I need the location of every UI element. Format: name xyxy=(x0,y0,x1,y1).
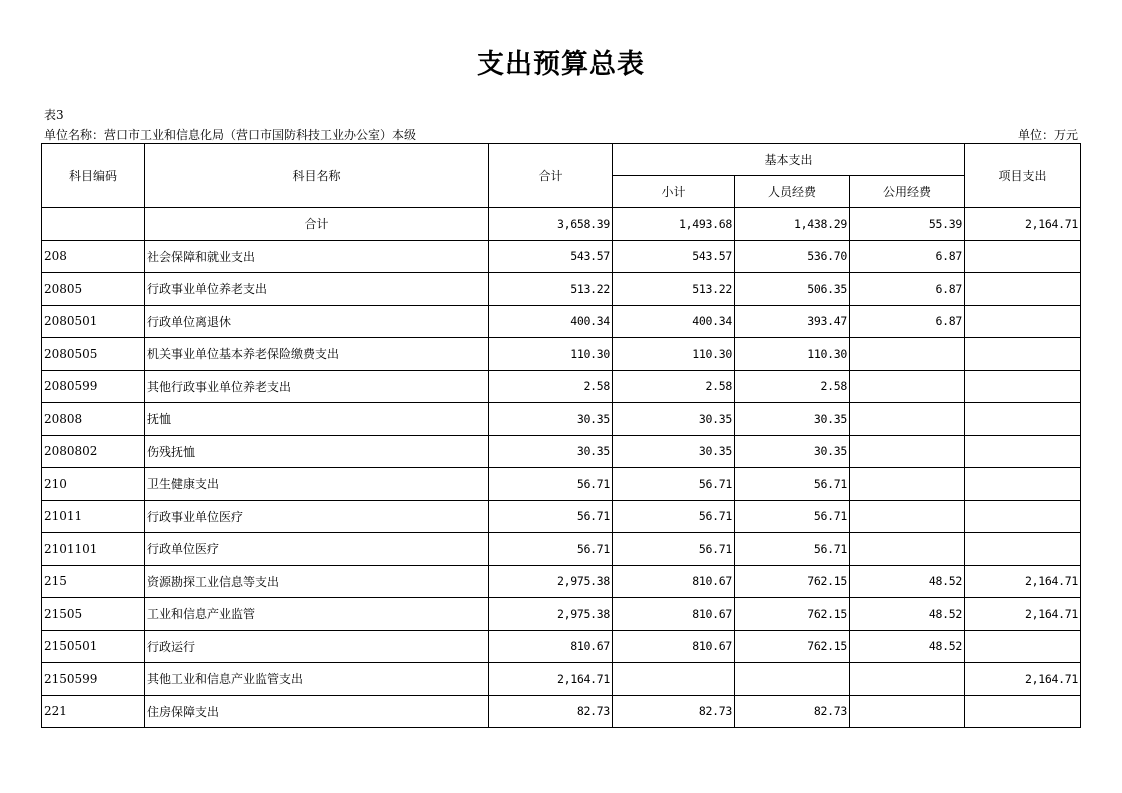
cell-code: 215 xyxy=(42,565,145,598)
cell-total: 110.30 xyxy=(489,338,613,371)
table-header xyxy=(42,144,1081,208)
cell-personnel: 30.35 xyxy=(735,403,850,436)
header-personnel: 人员经费 xyxy=(735,176,850,208)
header-code: 科目编码 xyxy=(42,144,145,208)
cell-project: 2,164.71 xyxy=(965,208,1081,241)
cell-project xyxy=(965,468,1081,501)
cell-project xyxy=(965,305,1081,338)
cell-name: 社会保障和就业支出 xyxy=(145,240,489,273)
cell-project xyxy=(965,403,1081,436)
header-project: 项目支出 xyxy=(965,144,1081,208)
cell-subtotal: 513.22 xyxy=(613,273,735,306)
budget-table xyxy=(41,143,1081,728)
cell-name: 住房保障支出 xyxy=(145,695,489,728)
cell-subtotal xyxy=(613,663,735,696)
cell-personnel xyxy=(735,663,850,696)
cell-name: 行政事业单位养老支出 xyxy=(145,273,489,306)
cell-code: 20808 xyxy=(42,403,145,436)
cell-total: 2,975.38 xyxy=(489,565,613,598)
cell-public: 48.52 xyxy=(850,598,965,631)
cell-project xyxy=(965,500,1081,533)
cell-name: 行政单位医疗 xyxy=(145,533,489,566)
cell-project xyxy=(965,533,1081,566)
unit-name: 单位名称：营口市工业和信息化局（营口市国防科技工业办公室）本级 xyxy=(44,128,417,142)
cell-name: 机关事业单位基本养老保险缴费支出 xyxy=(145,338,489,371)
header-public: 公用经费 xyxy=(850,176,965,208)
cell-public: 6.87 xyxy=(850,240,965,273)
table-row xyxy=(42,305,1081,338)
cell-public xyxy=(850,403,965,436)
cell-name: 行政事业单位医疗 xyxy=(145,500,489,533)
cell-total: 82.73 xyxy=(489,695,613,728)
table-row xyxy=(42,370,1081,403)
header-basic: 基本支出 xyxy=(613,144,965,176)
cell-project: 2,164.71 xyxy=(965,565,1081,598)
cell-personnel: 56.71 xyxy=(735,468,850,501)
cell-code: 2101101 xyxy=(42,533,145,566)
cell-code: 2150599 xyxy=(42,663,145,696)
cell-code: 221 xyxy=(42,695,145,728)
cell-project: 2,164.71 xyxy=(965,598,1081,631)
cell-subtotal: 400.34 xyxy=(613,305,735,338)
cell-public xyxy=(850,500,965,533)
table-row xyxy=(42,403,1081,436)
cell-code: 2150501 xyxy=(42,630,145,663)
cell-name: 资源勘探工业信息等支出 xyxy=(145,565,489,598)
cell-personnel: 762.15 xyxy=(735,630,850,663)
table-row xyxy=(42,630,1081,663)
cell-public xyxy=(850,370,965,403)
cell-public xyxy=(850,338,965,371)
cell-name: 工业和信息产业监管 xyxy=(145,598,489,631)
cell-subtotal: 110.30 xyxy=(613,338,735,371)
cell-total: 543.57 xyxy=(489,240,613,273)
table-row xyxy=(42,240,1081,273)
cell-public xyxy=(850,435,965,468)
table-row xyxy=(42,565,1081,598)
table-row xyxy=(42,663,1081,696)
cell-public xyxy=(850,533,965,566)
cell-personnel: 762.15 xyxy=(735,598,850,631)
table-row xyxy=(42,273,1081,306)
cell-subtotal: 543.57 xyxy=(613,240,735,273)
cell-subtotal: 30.35 xyxy=(613,435,735,468)
cell-code: 21011 xyxy=(42,500,145,533)
cell-personnel: 762.15 xyxy=(735,565,850,598)
cell-code: 2080802 xyxy=(42,435,145,468)
cell-total: 810.67 xyxy=(489,630,613,663)
cell-subtotal: 2.58 xyxy=(613,370,735,403)
cell-subtotal: 30.35 xyxy=(613,403,735,436)
cell-code: 2080501 xyxy=(42,305,145,338)
cell-total: 2,164.71 xyxy=(489,663,613,696)
cell-name: 其他工业和信息产业监管支出 xyxy=(145,663,489,696)
cell-total: 56.71 xyxy=(489,468,613,501)
table-row xyxy=(42,435,1081,468)
cell-code: 208 xyxy=(42,240,145,273)
cell-total: 30.35 xyxy=(489,403,613,436)
cell-personnel: 110.30 xyxy=(735,338,850,371)
table-row xyxy=(42,468,1081,501)
table-body xyxy=(42,208,1081,728)
cell-project xyxy=(965,273,1081,306)
cell-public xyxy=(850,468,965,501)
summary-row xyxy=(42,208,1081,241)
cell-public xyxy=(850,695,965,728)
cell-code xyxy=(42,208,145,241)
page-title: 支出预算总表 xyxy=(477,49,645,80)
cell-name: 行政运行 xyxy=(145,630,489,663)
header-subtotal: 小计 xyxy=(613,176,735,208)
cell-personnel: 82.73 xyxy=(735,695,850,728)
cell-total: 513.22 xyxy=(489,273,613,306)
table-row xyxy=(42,338,1081,371)
cell-project xyxy=(965,240,1081,273)
cell-total: 56.71 xyxy=(489,533,613,566)
cell-project xyxy=(965,338,1081,371)
cell-project xyxy=(965,435,1081,468)
cell-personnel: 2.58 xyxy=(735,370,850,403)
cell-personnel: 506.35 xyxy=(735,273,850,306)
cell-code: 2080599 xyxy=(42,370,145,403)
cell-name: 合计 xyxy=(145,208,489,241)
cell-total: 3,658.39 xyxy=(489,208,613,241)
cell-total: 30.35 xyxy=(489,435,613,468)
cell-public: 6.87 xyxy=(850,273,965,306)
table-row xyxy=(42,695,1081,728)
cell-code: 2080505 xyxy=(42,338,145,371)
cell-project: 2,164.71 xyxy=(965,663,1081,696)
cell-personnel: 536.70 xyxy=(735,240,850,273)
cell-subtotal: 82.73 xyxy=(613,695,735,728)
cell-code: 21505 xyxy=(42,598,145,631)
cell-subtotal: 810.67 xyxy=(613,630,735,663)
table-row xyxy=(42,500,1081,533)
cell-project xyxy=(965,695,1081,728)
cell-project xyxy=(965,630,1081,663)
header-name: 科目名称 xyxy=(145,144,489,208)
cell-name: 行政单位离退休 xyxy=(145,305,489,338)
cell-code: 210 xyxy=(42,468,145,501)
table-number: 表3 xyxy=(44,108,64,122)
cell-name: 伤残抚恤 xyxy=(145,435,489,468)
cell-subtotal: 810.67 xyxy=(613,565,735,598)
cell-personnel: 393.47 xyxy=(735,305,850,338)
cell-total: 2.58 xyxy=(489,370,613,403)
cell-name: 卫生健康支出 xyxy=(145,468,489,501)
cell-public xyxy=(850,663,965,696)
table-row xyxy=(42,533,1081,566)
cell-public: 6.87 xyxy=(850,305,965,338)
cell-subtotal: 56.71 xyxy=(613,500,735,533)
currency-unit: 单位：万元 xyxy=(1017,128,1078,142)
cell-subtotal: 56.71 xyxy=(613,533,735,566)
cell-code: 20805 xyxy=(42,273,145,306)
cell-total: 2,975.38 xyxy=(489,598,613,631)
cell-subtotal: 810.67 xyxy=(613,598,735,631)
cell-subtotal: 56.71 xyxy=(613,468,735,501)
cell-personnel: 56.71 xyxy=(735,500,850,533)
cell-total: 400.34 xyxy=(489,305,613,338)
cell-personnel: 1,438.29 xyxy=(735,208,850,241)
cell-name: 其他行政事业单位养老支出 xyxy=(145,370,489,403)
cell-name: 抚恤 xyxy=(145,403,489,436)
table-row xyxy=(42,598,1081,631)
cell-project xyxy=(965,370,1081,403)
header-total: 合计 xyxy=(489,144,613,208)
cell-public: 48.52 xyxy=(850,630,965,663)
cell-subtotal: 1,493.68 xyxy=(613,208,735,241)
cell-personnel: 30.35 xyxy=(735,435,850,468)
cell-personnel: 56.71 xyxy=(735,533,850,566)
cell-public: 55.39 xyxy=(850,208,965,241)
cell-public: 48.52 xyxy=(850,565,965,598)
cell-total: 56.71 xyxy=(489,500,613,533)
